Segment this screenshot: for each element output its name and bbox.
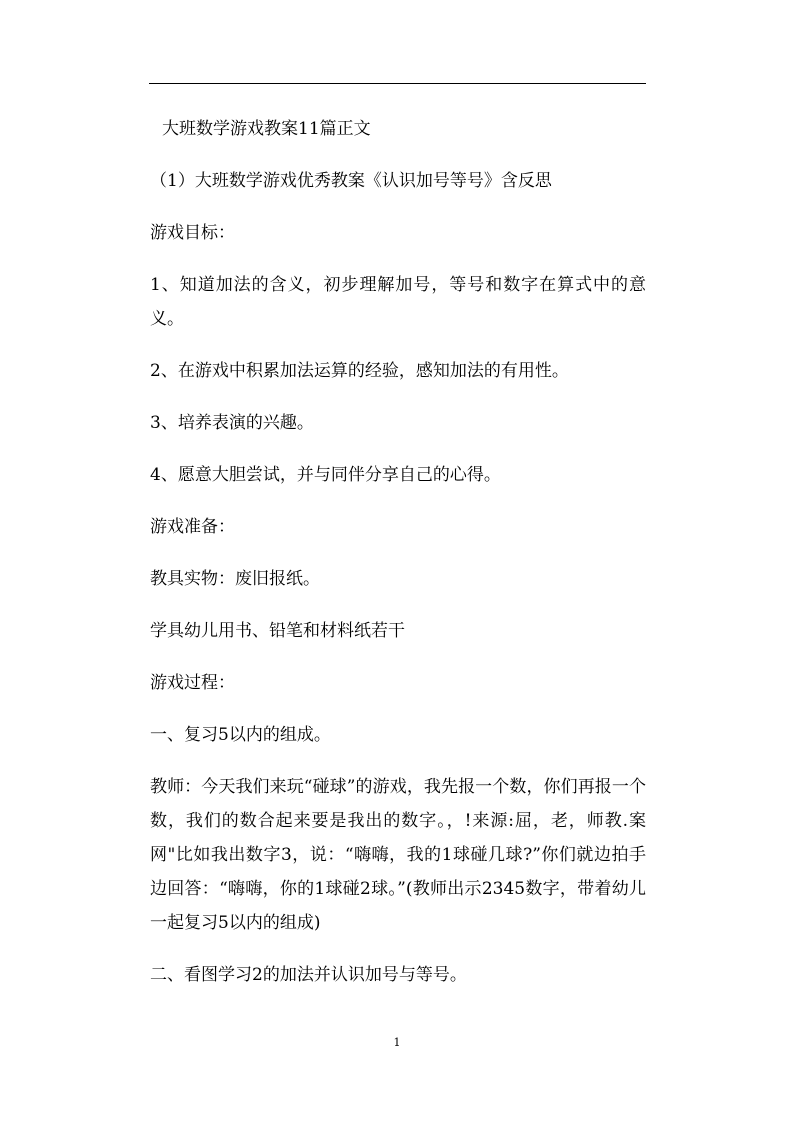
paragraph-goal-1: 1、知道加法的含义，初步理解加号，等号和数字在算式中的意义。 xyxy=(150,275,646,329)
paragraph-prep-student: 学具幼儿用书、铅笔和材料纸若干 xyxy=(150,621,405,641)
header-rule xyxy=(149,83,646,84)
paragraph-prep-teacher: 教具实物：废旧报纸。 xyxy=(150,569,320,589)
paragraph-goal-2: 2、在游戏中积累加法运算的经验，感知加法的有用性。 xyxy=(150,361,569,381)
paragraph-teacher-dialogue: 教师：今天我们来玩“碰球”的游戏，我先报一个数，你们再报一个数，我们的数合起来要是我出的数字。，!来源:屈，老，师教.案网"比如我出数字3，说：“嗨嗨，我的1球碰几球?”你们就边拍手边回答：“嗨嗨，你的1球碰2球。”(教师出示2345数字，带着幼儿一起复习5以内的组成) xyxy=(150,777,646,933)
paragraph-goal-4: 4、愿意大胆尝试，并与同伴分享自己的心得。 xyxy=(150,465,501,485)
paragraph-step-1: 一、复习5以内的组成。 xyxy=(150,725,331,745)
paragraph-goals-heading: 游戏目标： xyxy=(150,223,235,243)
section-heading: （1）大班数学游戏优秀教案《认识加号等号》含反思 xyxy=(150,171,552,191)
document-body xyxy=(150,112,646,992)
document-title: 大班数学游戏教案11篇正文 xyxy=(162,119,371,139)
paragraph-process-heading: 游戏过程： xyxy=(150,673,235,693)
page-number: 1 xyxy=(393,1036,401,1049)
paragraph-goal-3: 3、培养表演的兴趣。 xyxy=(150,413,314,433)
paragraph-prep-heading: 游戏准备： xyxy=(150,517,235,537)
paragraph-step-2: 二、看图学习2的加法并认识加号与等号。 xyxy=(150,965,467,985)
